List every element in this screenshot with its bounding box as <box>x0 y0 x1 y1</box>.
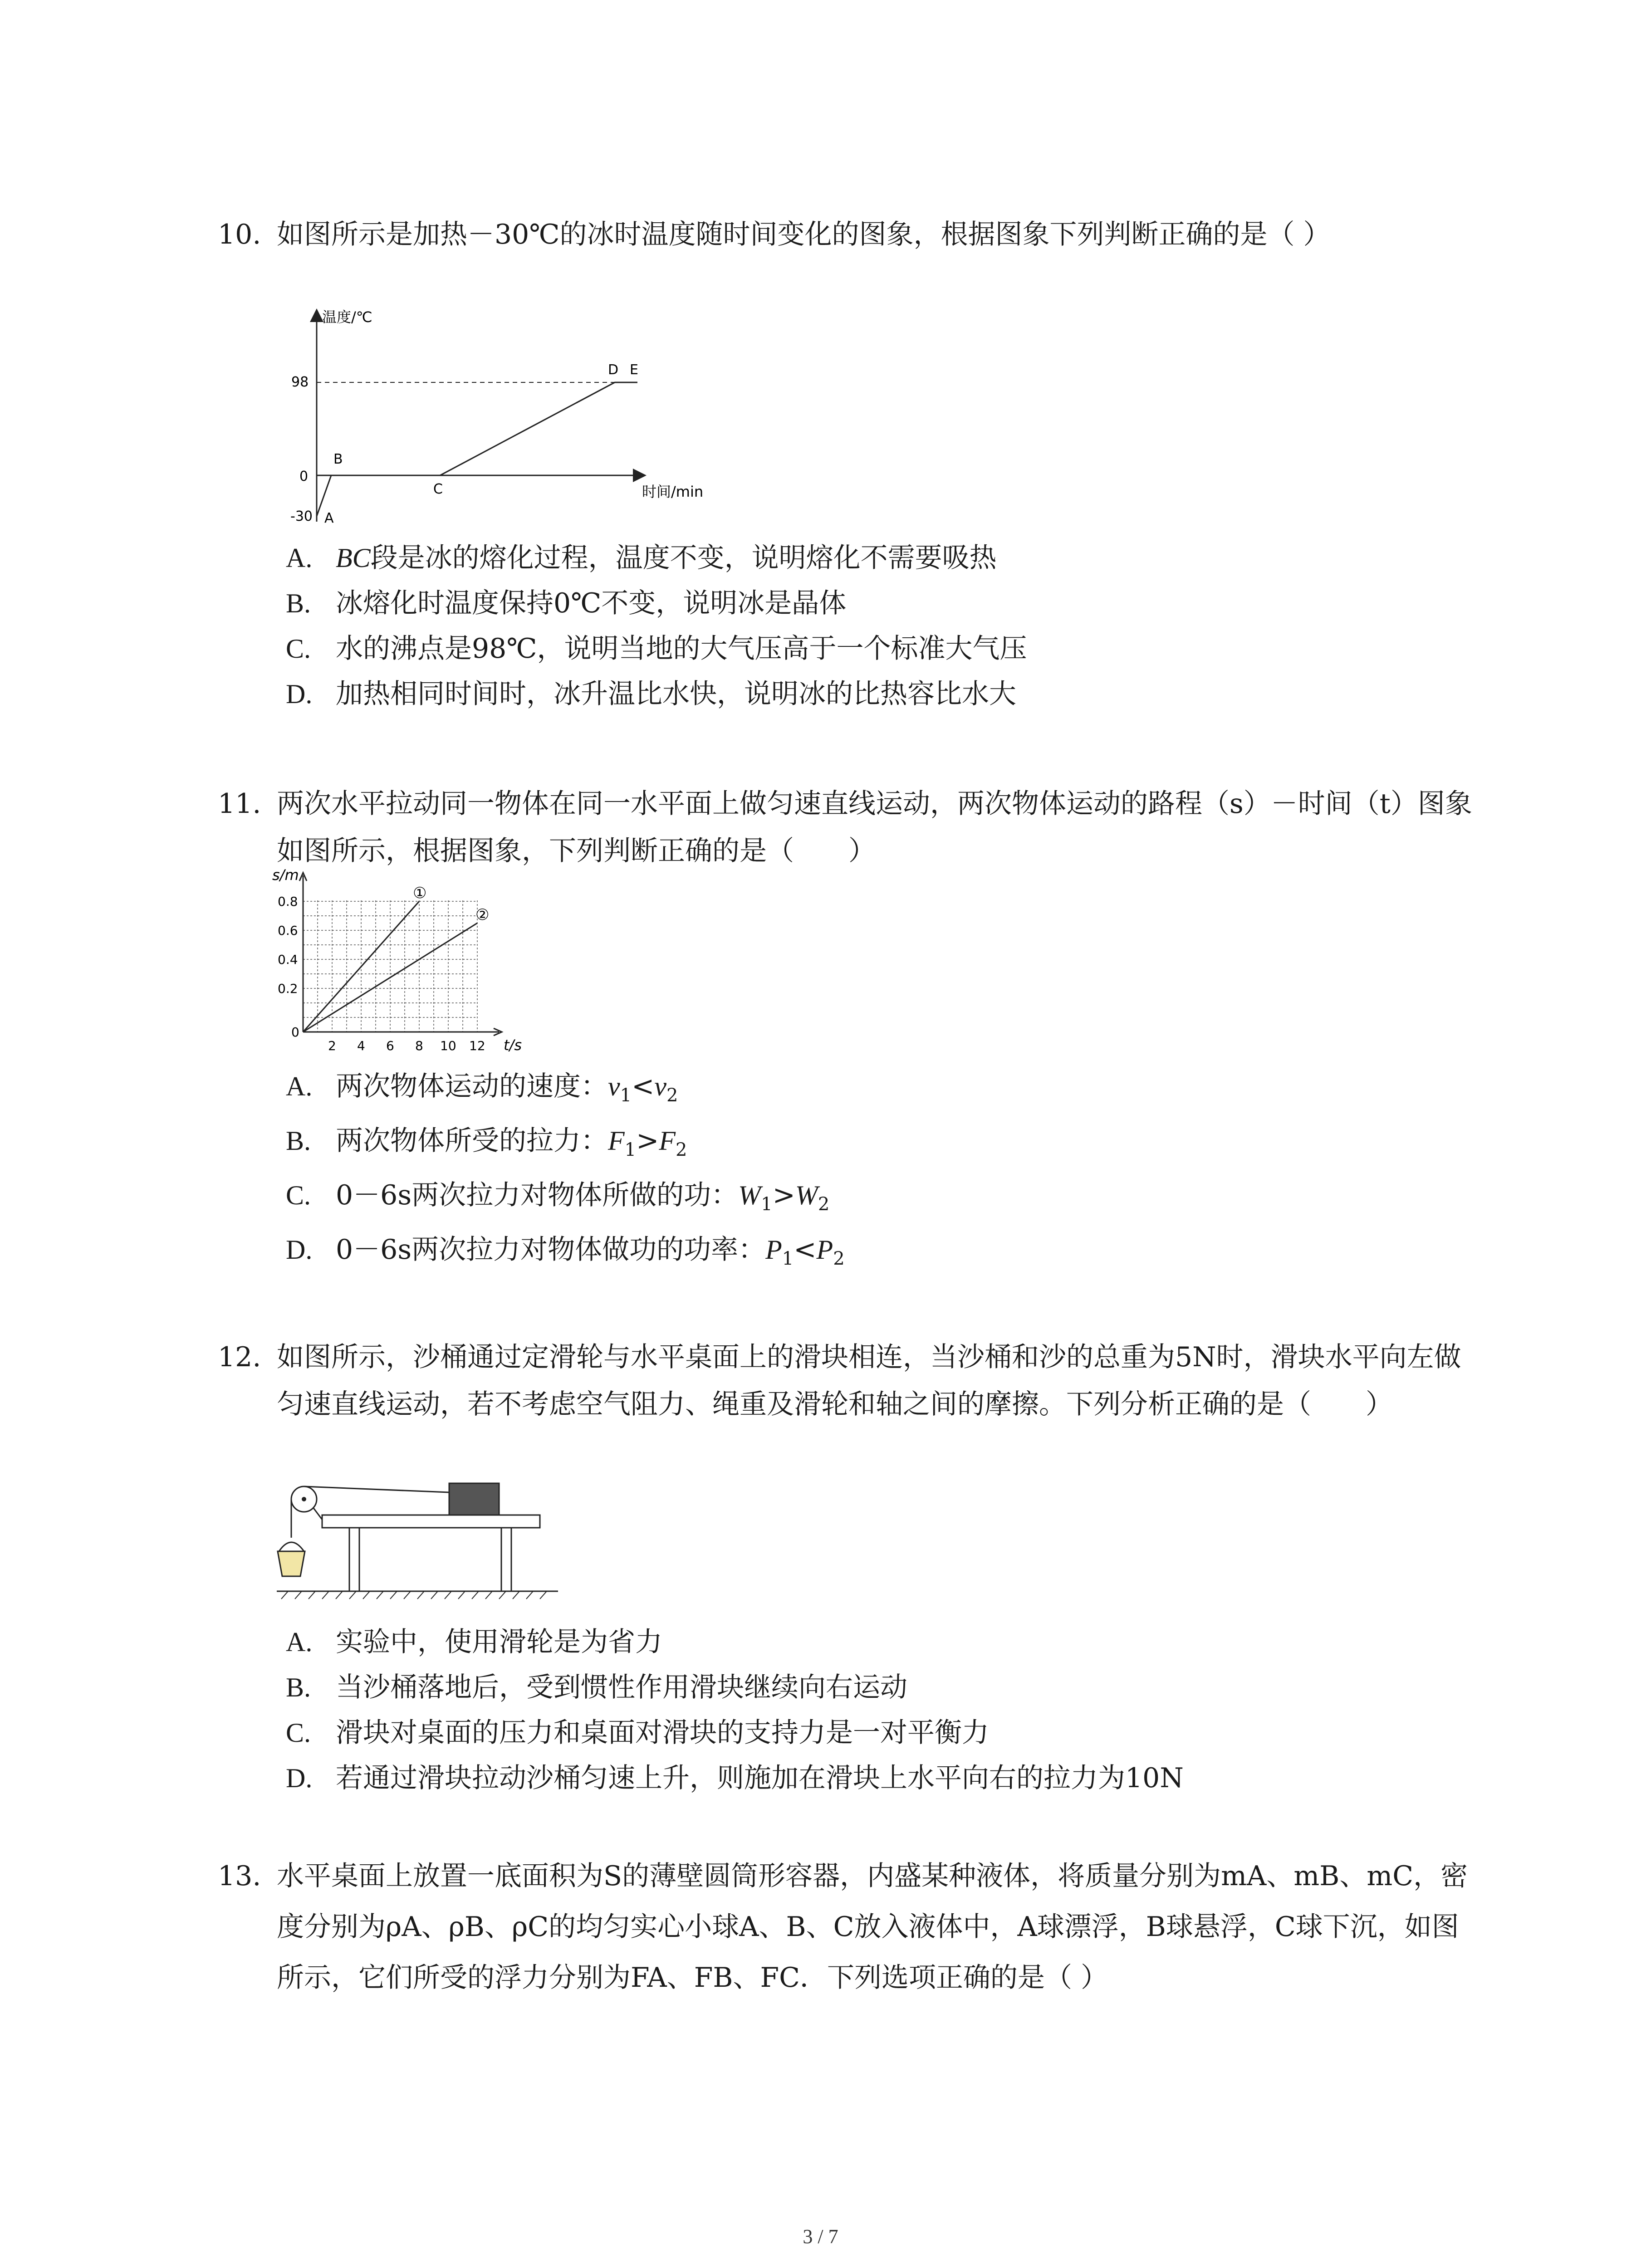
q10-option-d[interactable] <box>286 671 1016 717</box>
point-d-label: D <box>608 362 619 378</box>
question-number: 13. <box>218 1860 261 1892</box>
point-c-label: C <box>433 481 443 497</box>
q12-option-a[interactable] <box>286 1619 662 1665</box>
q11-option-a[interactable]: A. 两次物体运动的速度：$v_1<v_2$ <box>286 1064 678 1118</box>
option-label: A. <box>286 1071 313 1101</box>
y-tick: 0.4 <box>278 952 298 967</box>
q12-option-d[interactable] <box>286 1755 1184 1801</box>
question-11 <box>218 780 1479 875</box>
question-10 <box>218 211 1479 258</box>
q11-option-c[interactable]: C. 0－6s两次拉力对物体所做的功：$W_1>W_2$ <box>286 1173 829 1227</box>
option-label: B. <box>286 1672 311 1702</box>
x-tick: 10 <box>440 1038 456 1053</box>
question-stem: 水平桌面上放置一底面积为S的薄壁圆筒形容器，内盛某种液体，将质量分别为mA、mB、mC，密度分别为ρA、ρB、ρC的均匀实心小球A、B、C放入液体中，A球漂浮，B球悬浮，C球下沉，如图所示，它们所受的浮力分别为FA、FB、FC．下列选项正确的是（ ） <box>277 1860 1468 1994</box>
question-stem: 两次水平拉动同一物体在同一水平面上做匀速直线运动，两次物体运动的路程（s）－时间（t）图象如图所示，根据图象，下列判断正确的是（ ） <box>277 788 1472 867</box>
x-tick: 4 <box>357 1038 365 1053</box>
tick-0: 0 <box>299 469 309 484</box>
y-tick: 0 <box>291 1025 299 1040</box>
q12-option-b[interactable] <box>286 1665 907 1710</box>
page-number: 3 / 7 <box>803 2225 838 2248</box>
q11-option-d[interactable]: D. 0－6s两次拉力对物体做功的功率：$P_1<P_2$ <box>286 1227 845 1281</box>
question-13 <box>218 1851 1479 2003</box>
x-tick: 2 <box>328 1038 336 1053</box>
option-text: 0－6s两次拉力对物体所做的功： <box>336 1179 739 1211</box>
option-text: 两次物体所受的拉力： <box>336 1125 608 1157</box>
question-12 <box>218 1334 1479 1428</box>
table-leg-right <box>501 1528 511 1591</box>
table-top <box>322 1515 540 1528</box>
point-b-label: B <box>333 451 343 467</box>
q10-option-a[interactable] <box>286 535 997 581</box>
option-label: B. <box>286 588 311 618</box>
tick-98: 98 <box>291 374 309 390</box>
option-text: 当沙桶落地后，受到惯性作用滑块继续向右运动 <box>336 1672 907 1703</box>
pulley-axle <box>302 1497 306 1501</box>
option-text: 实验中，使用滑轮是为省力 <box>336 1626 662 1658</box>
y-tick: 0.8 <box>278 894 298 909</box>
rope-horizontal <box>304 1486 449 1492</box>
option-text: 0－6s两次拉力对物体做功的功率： <box>336 1234 766 1266</box>
x-tick: 8 <box>415 1038 423 1053</box>
q10-option-c[interactable] <box>286 626 1027 671</box>
x-axis-label: 时间/min <box>642 483 704 500</box>
q10-option-b[interactable] <box>286 581 846 626</box>
grid <box>303 900 477 1032</box>
question-number: 12. <box>218 1341 261 1373</box>
x-tick: 6 <box>386 1038 394 1053</box>
line-2-label: ② <box>475 906 490 924</box>
tick-neg30: -30 <box>290 508 313 524</box>
x-axis-label: t/s <box>504 1036 522 1054</box>
point-a-label: A <box>324 510 334 526</box>
option-label: A. <box>286 1627 313 1657</box>
sliding-block <box>449 1483 499 1515</box>
question-stem: 如图所示是加热－30℃的冰时温度随时间变化的图象，根据图象下列判断正确的是（ ） <box>277 219 1331 250</box>
point-e-label: E <box>630 362 638 378</box>
question-number: 10. <box>218 219 261 250</box>
line-1 <box>303 901 419 1032</box>
option-text: 两次物体运动的速度： <box>336 1070 608 1102</box>
option-text: 段是冰的熔化过程，温度不变，说明熔化不需要吸热 <box>370 542 997 574</box>
option-label: C. <box>286 634 311 664</box>
ground-hatching <box>281 1591 547 1599</box>
option-text: 若通过滑块拉动沙桶匀速上升，则施加在滑块上水平向右的拉力为10N <box>336 1762 1184 1794</box>
option-label: C. <box>286 1718 311 1748</box>
y-tick: 0.6 <box>278 923 298 938</box>
option-text: 滑块对桌面的压力和桌面对滑块的支持力是一对平衡力 <box>336 1717 989 1749</box>
distance-time-graph <box>272 866 544 1061</box>
x-tick: 12 <box>469 1038 485 1053</box>
temperature-time-graph <box>290 308 794 544</box>
option-label: D. <box>286 1763 313 1793</box>
option-label: D. <box>286 1235 313 1265</box>
q12-option-c[interactable] <box>286 1710 989 1755</box>
option-label: A. <box>286 543 313 573</box>
option-label: D. <box>286 679 313 709</box>
pulley-table-diagram <box>277 1474 558 1610</box>
option-text: 冰熔化时温度保持0℃不变，说明冰是晶体 <box>336 587 847 619</box>
bucket-handle <box>279 1542 304 1551</box>
line-2 <box>303 923 477 1032</box>
y-axis-label: s/m <box>272 866 299 884</box>
option-label: C. <box>286 1180 311 1210</box>
table-leg-left <box>349 1528 359 1591</box>
y-axis-label: 温度/℃ <box>322 308 372 326</box>
line-1-label: ① <box>413 884 427 902</box>
option-text: 加热相同时间时，冰升温比水快，说明冰的比热容比水大 <box>336 678 1016 710</box>
option-text: 水的沸点是98℃，说明当地的大气压高于一个标准大气压 <box>336 633 1027 665</box>
question-stem: 如图所示，沙桶通过定滑轮与水平桌面上的滑块相连，当沙桶和沙的总重为5N时，滑块水平向左做匀速直线运动，若不考虑空气阻力、绳重及滑轮和轴之间的摩擦。下列分析正确的是（ ） <box>277 1341 1461 1420</box>
segment-bc: BC <box>336 543 371 573</box>
heating-curve <box>317 382 637 516</box>
q11-option-b[interactable]: B. 两次物体所受的拉力：$F_1>F_2$ <box>286 1118 687 1173</box>
y-tick: 0.2 <box>278 981 298 996</box>
sand-bucket <box>278 1551 305 1576</box>
option-label: B. <box>286 1126 311 1156</box>
question-number: 11. <box>218 788 261 820</box>
